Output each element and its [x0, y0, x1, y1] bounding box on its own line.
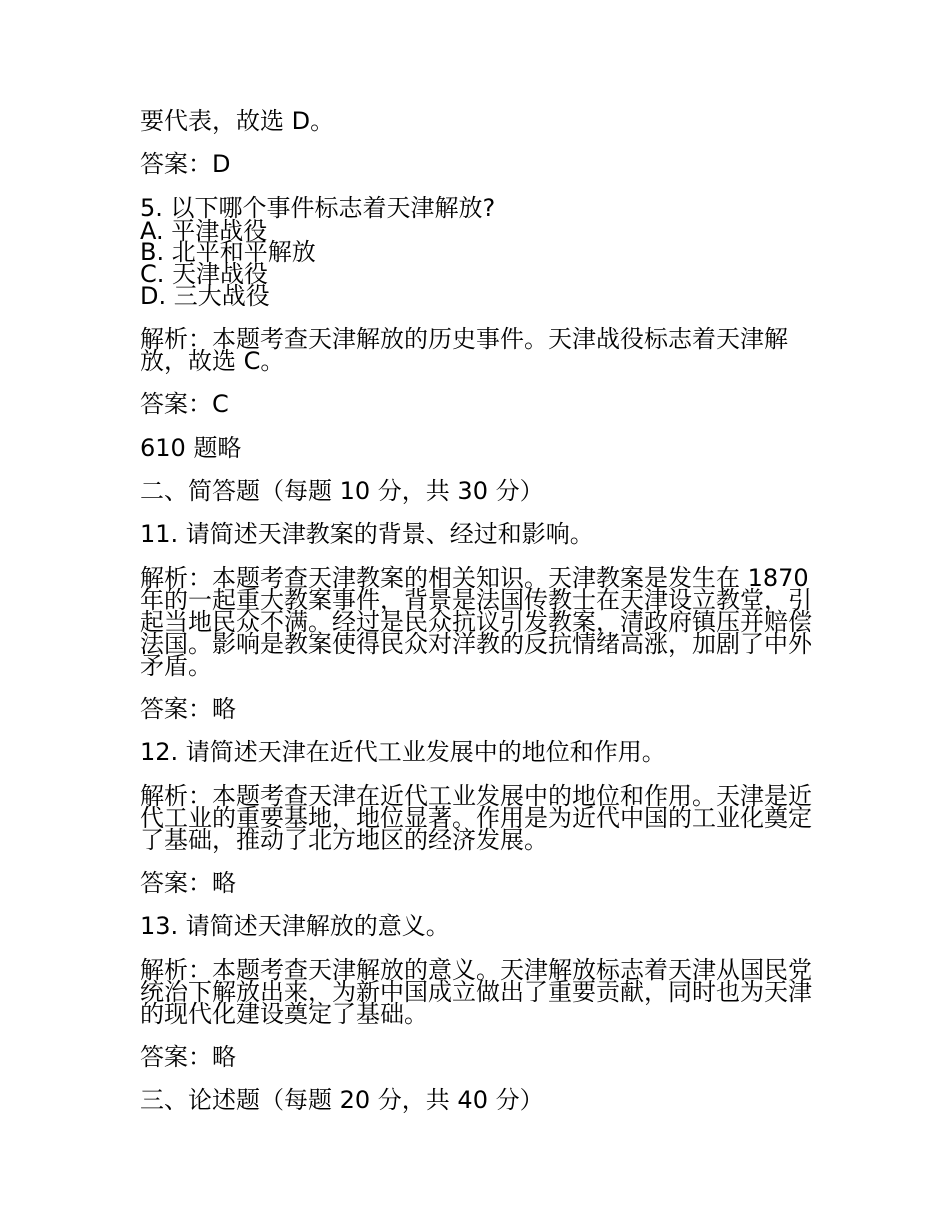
text-line: 要代表，故选 D。 — [140, 107, 335, 135]
analysis-paragraph: 解析：本题考查天津教案的相关知识。天津教案是发生在 1870 年的一起重大教案事件，背景是法国传教士在天津设立教堂，引起当地民众不满。经过是民众抗议引发教案，清政府镇压并赔偿法国。影响是教案使得民众对洋教的反抗情绪高涨，加剧了中外矛盾。 — [140, 564, 812, 680]
question-line: 11. 请简述天津教案的背景、经过和影响。 — [140, 520, 594, 548]
analysis-paragraph: 解析：本题考查天津在近代工业发展中的地位和作用。天津是近代工业的重要基地，地位显著。作用是为近代中国的工业化奠定了基础，推动了北方地区的经济发展。 — [140, 782, 812, 854]
question-line: 12. 请简述天津在近代工业发展中的地位和作用。 — [140, 738, 666, 766]
section-heading: 二、简答题（每题 10 分，共 30 分） — [140, 477, 544, 505]
question-line: 13. 请简述天津解放的意义。 — [140, 912, 450, 940]
analysis-paragraph: 解析：本题考查天津解放的历史事件。天津战役标志着天津解放，故选 C。 — [140, 325, 788, 375]
answer-line: 答案：C — [140, 390, 229, 418]
answer-line: 答案：略 — [140, 869, 236, 897]
option-b: B. 北平和平解放 — [140, 238, 316, 266]
option-a: A. 平津战役 — [140, 217, 268, 245]
option-d: D. 三大战役 — [140, 282, 270, 310]
section-heading: 三、论述题（每题 20 分，共 40 分） — [140, 1086, 544, 1114]
text-line: 610 题略 — [140, 434, 242, 462]
answer-line: 答案：略 — [140, 1043, 236, 1071]
question-line: 5. 以下哪个事件标志着天津解放? — [140, 194, 496, 222]
answer-line: 答案：略 — [140, 695, 236, 723]
option-c: C. 天津战役 — [140, 260, 269, 288]
answer-line: 答案：D — [140, 150, 231, 178]
analysis-paragraph: 解析：本题考查天津解放的意义。天津解放标志着天津从国民党统治下解放出来，为新中国成立做出了重要贡献，同时也为天津的现代化建设奠定了基础。 — [140, 956, 812, 1028]
